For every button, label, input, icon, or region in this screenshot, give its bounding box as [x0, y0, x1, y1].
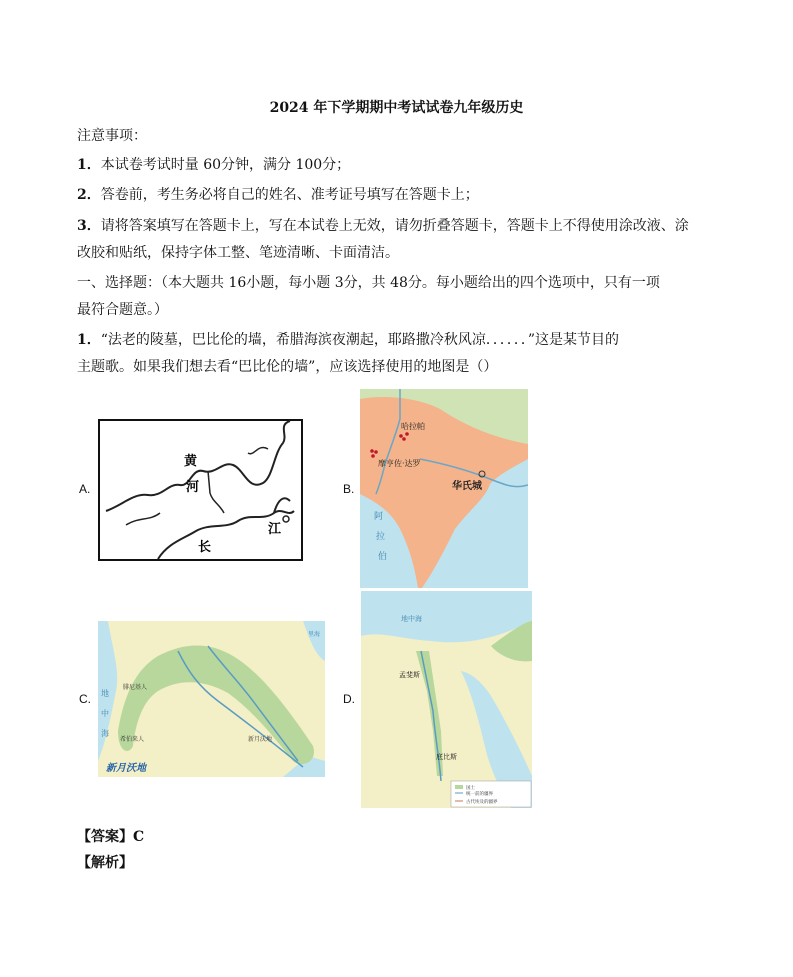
map-a-text-jiang: 江: [268, 522, 282, 537]
notice-3-cont: 改胶和贴纸，保持字体工整、笔迹清晰、卡面清洁。: [77, 245, 399, 261]
question-1-num: 1．: [77, 332, 101, 348]
map-c-text-fertile-crescent: 新月沃地: [106, 763, 146, 774]
section-heading-line2: 最符合题意。）: [77, 302, 168, 318]
map-d-legend-ancient-egypt: 古代埃及的疆界: [466, 800, 498, 805]
notice-heading: 注意事项：: [77, 128, 147, 144]
map-a-text-huang: 黄: [184, 454, 198, 469]
question-1-line1: [77, 330, 619, 350]
notice-2: [77, 185, 479, 205]
map-d-text-thebes: 底比斯: [436, 753, 457, 761]
map-b-text-harappa: 哈拉帕: [401, 422, 425, 431]
option-b-label: B.: [343, 482, 355, 496]
answer-line: [77, 827, 144, 847]
notice-3-num: 3．: [77, 218, 101, 234]
map-b-text-la: 拉: [376, 532, 386, 542]
map-b-text-a: 阿: [374, 512, 384, 522]
notice-1-num: 1．: [77, 157, 101, 173]
map-c-text-hai: 海: [101, 729, 109, 738]
question-1-line2: 主题歌。如果我们想去看“巴比伦的墙”，应该选择使用的地图是（）: [77, 359, 498, 375]
answer-tag: 【答案】: [77, 829, 133, 845]
map-b-ancient-india: [360, 389, 528, 588]
answer-value: C: [133, 829, 145, 845]
section-heading-line1: 一、选择题：（本大题共 16小题，每小题 3分，共 48分。每小题给出的四个选项中，只有一项: [77, 275, 660, 291]
option-d-label: D.: [343, 692, 355, 706]
notice-1-text: 本试卷考试时量 60分钟，满分 100分；: [100, 157, 351, 173]
notice-2-num: 2．: [77, 187, 101, 203]
map-b-text-bo: 伯: [378, 552, 388, 562]
map-c-text-zhong: 中: [101, 709, 109, 718]
analysis-tag: 【解析】: [77, 855, 133, 871]
option-c-label: C.: [79, 692, 91, 706]
map-c-text-phoenicians: 腓尼基人: [123, 684, 148, 691]
notice-3-text: 请将答案填写在答题卡上，写在本试卷上无效，请勿折叠答题卡，答题卡上不得使用涂改液、涂: [100, 218, 689, 234]
map-a-text-he: 河: [186, 480, 200, 495]
map-c-text-caspian: 里海: [308, 631, 321, 638]
map-d-legend-pre-unification: 统一前的疆界: [466, 792, 493, 797]
map-c-text-sumerians: 新月沃地: [248, 736, 273, 743]
page-title: 2024 年下学期期中考试试卷九年级历史: [269, 100, 524, 116]
map-d-legend-territory: 国土: [466, 786, 475, 791]
map-c-fertile-crescent: [98, 621, 325, 777]
map-b-text-pataliputra: 华氏城: [452, 481, 482, 492]
map-c-text-hebrews: 希伯来人: [120, 736, 145, 743]
map-c-text-di: 地: [101, 689, 109, 698]
question-1-text: “法老的陵墓，巴比伦的墙，希腊海滨夜潮起，耶路撒冷秋风凉．．．．．．”这是某节目的: [100, 332, 620, 348]
option-a-label: A.: [79, 482, 91, 496]
notice-3: [77, 216, 689, 236]
notice-1: [77, 155, 350, 175]
map-a-china-rivers: [98, 413, 303, 561]
map-d-ancient-egypt: [361, 591, 532, 808]
map-b-text-mohenjo-daro: 摩亨佐·达罗: [378, 459, 421, 468]
map-d-text-mediterranean: 地中海: [401, 615, 422, 623]
map-a-text-chang: 长: [198, 540, 212, 555]
notice-2-text: 答卷前，考生务必将自己的姓名、准考证号填写在答题卡上；: [100, 187, 479, 203]
map-d-text-memphis: 孟斐斯: [399, 671, 420, 679]
